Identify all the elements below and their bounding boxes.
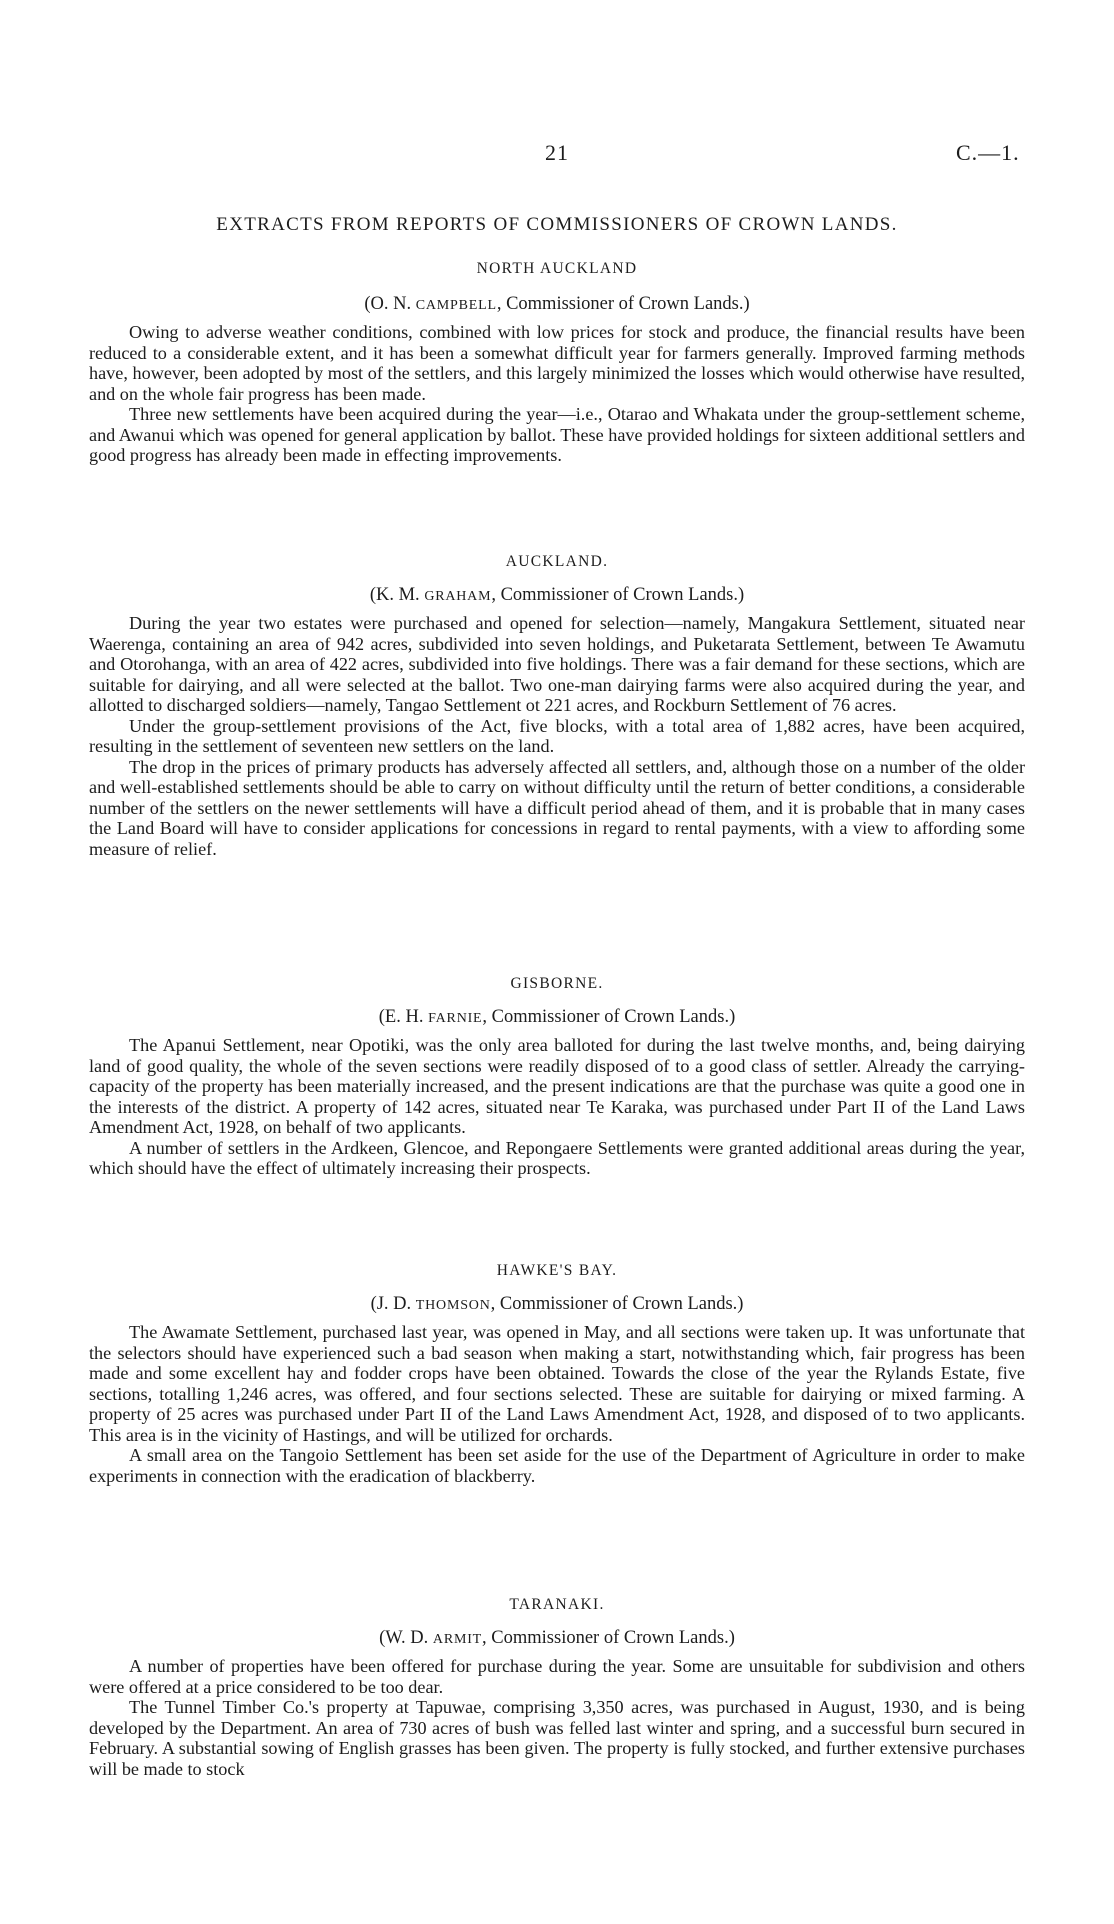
paragraph: The Apanui Settlement, near Opotiki, was the only area balloted for during the last twelve months, and, being dairying land of good quality, the whole of the seven sections were readily disposed of to a good class of settler. Already the carrying-capacity of the property has been materially increased, and the present indications are that the purchase was quite a good one in the interests of the district. A property of 142 acres, situated near Te Karaka, was purchased under Part II of the Land Laws Amendment Act, 1928, on behalf of two applicants.: [89, 1035, 1025, 1137]
commissioner-line: [89, 1626, 1025, 1652]
paragraph: A number of properties have been offered for purchase during the year. Some are unsuitable for subdivision and others were offered at a price considered to be too dear.: [89, 1656, 1025, 1697]
commissioner-line: [89, 583, 1025, 609]
paragraph: Owing to adverse weather conditions, combined with low prices for stock and produce, the financial results have been reduced to a considerable extent, and it has been a somewhat difficult year for farmers generally. Improved farming methods have, however, been adopted by most of the settlers, and this largely minimized the losses which would otherwise have resulted, and on the whole fair progress has been made.: [89, 322, 1025, 404]
section-heading: HAWKE'S BAY.: [496, 1262, 618, 1279]
commissioner-title: , Commissioner of Crown Lands.): [482, 1007, 736, 1027]
commissioner-line: [89, 1292, 1025, 1318]
section-north-auckland: [89, 258, 1025, 466]
commissioner-name: GRAHAM: [424, 589, 492, 604]
commissioner-name: ARMIT: [432, 1632, 483, 1647]
commissioner-name: THOMSON: [415, 1298, 491, 1313]
commissioner-title: , Commissioner of Crown Lands.): [490, 1294, 744, 1314]
document-code: C.—1.: [956, 140, 1020, 165]
commissioner-title: , Commissioner of Crown Lands.): [496, 294, 750, 314]
commissioner-open: (K. M.: [369, 585, 425, 605]
paragraph: A small area on the Tangoio Settlement has been set aside for the use of the Department of Agriculture in order to make experiments in connection with the eradication of blackberry.: [89, 1445, 1025, 1486]
page-number: 21: [545, 140, 569, 165]
section-heading: TARANAKI.: [509, 1596, 605, 1613]
section-heading: AUCKLAND.: [505, 553, 609, 570]
paragraph: The drop in the prices of primary products has adversely affected all settlers, and, although those on a number of the older and well-established settlements should be able to carry on without difficulty until the return of better conditions, a considerable number of the settlers on the newer settlements will have a difficult period ahead of them, and it is probable that in many cases the Land Board will have to consider applications for concessions in regard to rental payments, with a view to affording some measure of relief.: [89, 756, 1025, 859]
paragraph: Under the group-settlement provisions of the Act, five blocks, with a total area of 1,882 acres, have been acquired, resulting in the settlement of seventeen new settlers on the land.: [89, 715, 1025, 756]
section-heading: GISBORNE.: [510, 975, 604, 992]
commissioner-name: CAMPBELL: [415, 298, 497, 313]
paragraph: The Tunnel Timber Co.'s property at Tapuwae, comprising 3,350 acres, was purchased in August, 1930, and is being developed by the Department. An area of 730 acres of bush was felled last winter and spring, and a successful burn secured in February. A substantial sowing of English grasses has been given. The property is fully stocked, and further extensive purchases will be made to stock: [89, 1697, 1025, 1779]
commissioner-title: , Commissioner of Crown Lands.): [482, 1628, 735, 1648]
section-hawkes-bay: [89, 1260, 1025, 1486]
paragraph: A number of settlers in the Ardkeen, Glencoe, and Repongaere Settlements were granted additional areas during the year, which should have the effect of ultimately increasing their prospects.: [89, 1137, 1025, 1178]
document-title: EXTRACTS FROM REPORTS OF COMMISSIONERS OF CROWN LANDS.: [216, 214, 898, 235]
commissioner-line: [89, 1005, 1025, 1031]
commissioner-open: (O. N.: [364, 294, 416, 314]
paragraph: Three new settlements have been acquired during the year—i.e., Otarao and Whakata under the group-settlement scheme, and Awanui which was opened for general application by ballot. These have provided holdings for sixteen additional settlers and good progress has already been made in effecting improvements.: [89, 404, 1025, 465]
section-auckland: [89, 551, 1025, 859]
paragraph: The Awamate Settlement, purchased last year, was opened in May, and all sections were taken up. It was unfortunate that the selectors should have experienced such a bad season when making a start, notwithstanding which, fair progress has been made and some excellent hay and fodder crops have been obtained. Towards the close of the year the Rylands Estate, five sections, totalling 1,246 acres, was offered, and four sections selected. These are suitable for dairying or mixed farming. A property of 25 acres was purchased under Part II of the Land Laws Amendment Act, 1928, and disposed of to two applicants. This area is in the vicinity of Hastings, and will be utilized for orchards.: [89, 1322, 1025, 1445]
commissioner-open: (W. D.: [379, 1628, 433, 1648]
commissioner-open: (E. H.: [378, 1007, 429, 1027]
commissioner-line: [89, 292, 1025, 318]
section-taranaki: [89, 1594, 1025, 1779]
section-heading: NORTH AUCKLAND: [476, 260, 638, 277]
section-gisborne: [89, 973, 1025, 1179]
commissioner-open: (J. D.: [370, 1294, 416, 1314]
commissioner-name: FARNIE: [428, 1011, 483, 1026]
commissioner-title: , Commissioner of Crown Lands.): [491, 585, 745, 605]
paragraph: During the year two estates were purchased and opened for selection—namely, Mangakura Settlement, situated near Waerenga, containing an area of 942 acres, subdivided into seven holdings, and Puketarata Settlement, between Te Awamutu and Otorohanga, with an area of 422 acres, subdivided into five holdings. There was a fair demand for these sections, which are suitable for dairying, and all were selected at the ballot. Two one-man dairying farms were also acquired during the year, and allotted to discharged soldiers—namely, Tangao Settlement ot 221 acres, and Rockburn Settlement of 76 acres.: [89, 613, 1025, 715]
